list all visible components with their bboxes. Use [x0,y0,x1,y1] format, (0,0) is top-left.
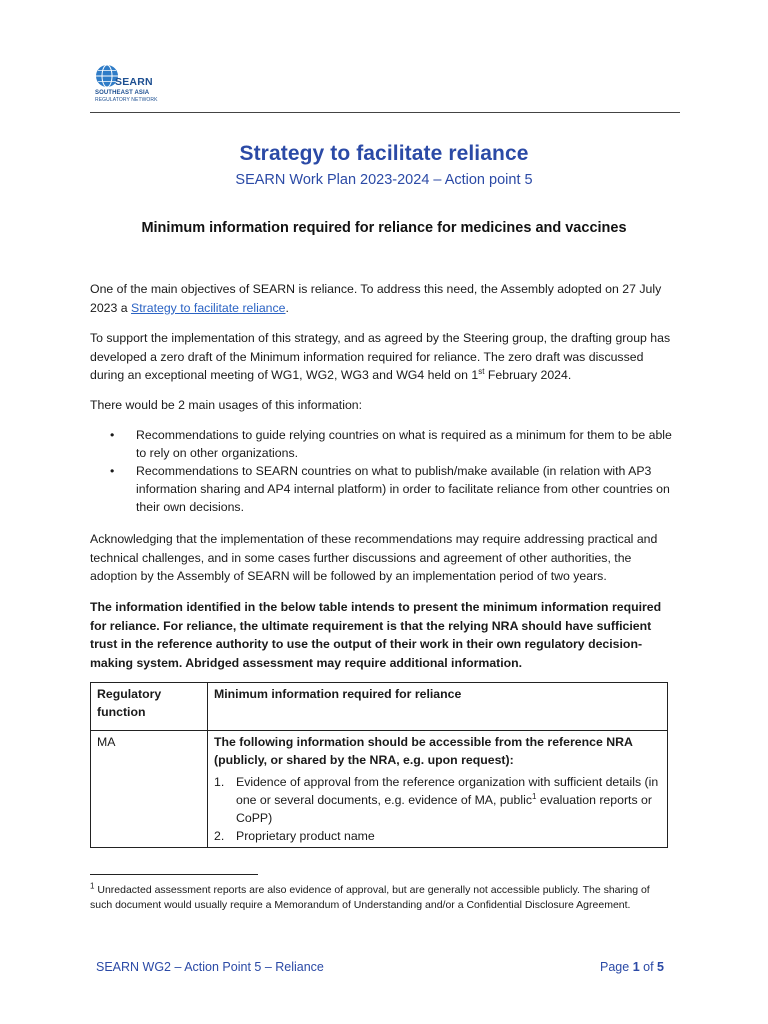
reliance-table [90,682,668,848]
paragraph-bold-summary: The information identified in the below table intends to present the minimum information required for reliance. For reliance, the ultimate requirement is that the relying NRA should have sufficient trust in the reference authority to use the output of their work in their own regulatory decision-making system. Abridged assessment may require additional information. [90,600,662,670]
footnote-text: Unredacted assessment reports are also evidence of approval, but are generally not accessible publicly. The sharing of such document would usually require a Memorandum of Understanding and/or a Confidential Disclosure Agreement. [90,884,650,911]
page-current: 1 [632,960,640,974]
table-header-cell: Minimum information required for reliance [208,683,668,731]
list-item [110,426,678,462]
bullet-icon: • [110,464,115,478]
searn-logo [95,64,165,108]
numbered-list [214,773,661,845]
list-item-text: Evidence of approval from the reference organization with sufficient details (in one or several documents, e.g. evidence of MA, public [236,775,659,807]
strategy-link[interactable]: Strategy to facilitate reliance [131,300,286,315]
paragraph-intro [90,280,678,317]
list-number: 1. [214,775,225,789]
list-item [214,827,661,845]
table-header-cell: Regulatory function [91,683,208,731]
table-cell: MA [91,731,208,848]
superscript: 1 [90,881,95,891]
page-subtitle: SEARN Work Plan 2023-2024 – Action point 5 [235,172,533,188]
list-item-text: Proprietary product name [236,829,375,843]
usage-list [110,426,678,516]
footnote [90,883,670,913]
paragraph-text: February 2024. [484,368,572,382]
list-item-text: Recommendations to SEARN countries on what to publish/make available (in relation with AP3 information sharing and AP4 internal platform) in order to facilitate reliance from other countries on their own decisions. [136,464,670,514]
paragraph-text: One of the main objectives of SEARN is reliance. To address this need, the Assembly adopted on 27 July 2023 a [90,282,662,315]
section-heading: Minimum information required for reliance for medicines and vaccines [141,220,627,236]
table-header-row [91,683,668,731]
footer-title: SEARN WG2 – Action Point 5 – Reliance [96,960,324,974]
list-item-text: Recommendations to guide relying countries on what is required as a minimum for them to be able to rely on other organizations. [136,428,672,460]
list-number: 2. [214,829,225,843]
superscript: 1 [531,791,537,801]
page-total: 5 [657,960,664,974]
paragraph-acknowledging: Acknowledging that the implementation of these recommendations may require addressing practical and technical challenges, and in some cases further discussions and agreement of other authorities, the adoption by the Assembly of SEARN will be followed by an implementation period of two years. [90,532,658,583]
page-label: Page [600,960,630,974]
bullet-icon: • [110,428,115,442]
page-number [600,960,664,974]
footnote-divider [90,874,258,875]
list-item [214,773,661,827]
paragraph-text: . [285,300,289,315]
logo-name: SEARN [115,76,153,88]
page-of-label: of [643,960,654,974]
table-row [91,731,668,848]
header-divider [90,112,680,113]
table-cell [208,731,668,848]
list-item [110,462,678,516]
superscript: st [478,366,485,376]
logo-subtitle: SOUTHEAST ASIA [95,90,150,96]
list-item-text: evaluation reports or CoPP) [236,793,652,825]
page-title: Strategy to facilitate reliance [239,142,529,165]
paragraph-implementation [90,329,678,385]
paragraph-usages: There would be 2 main usages of this information: [90,398,363,412]
logo-subtitle-2: REGULATORY NETWORK [95,97,158,103]
table-cell-intro: The following information should be accessible from the reference NRA (publicly, or shared by the NRA, e.g. upon request): [214,735,633,767]
paragraph-text: To support the implementation of this strategy, and as agreed by the Steering group, the drafting group has developed a zero draft of the Minimum information required for reliance. The zero draft was discussed during an exceptional meeting of WG1, WG2, WG3 and WG4 held on 1 [90,331,671,382]
